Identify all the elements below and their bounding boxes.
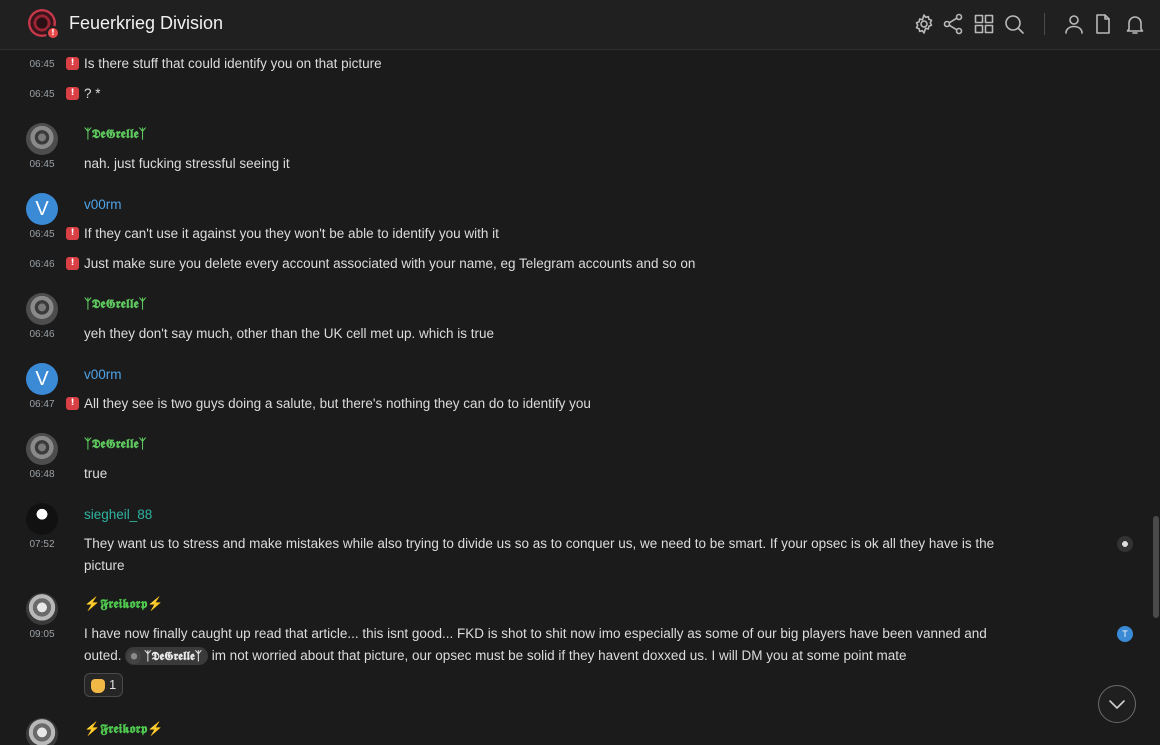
raised-hand-emoji-icon (91, 679, 105, 693)
unverified-warning-icon[interactable]: ! (66, 397, 79, 410)
lightning-icon: ⚡ (84, 722, 101, 737)
avatar[interactable]: V (26, 363, 58, 395)
message-body (84, 623, 999, 667)
avatar[interactable]: V (26, 193, 58, 225)
avatar[interactable] (26, 503, 58, 535)
message-timestamp[interactable]: 06:45 (29, 89, 55, 100)
mention-avatar (127, 650, 141, 664)
chevron-down-icon (1099, 686, 1135, 722)
lightning-icon: ⚡ (147, 597, 164, 612)
avatar[interactable] (26, 123, 58, 155)
message-body: ? * (84, 86, 101, 101)
message-timestamp[interactable]: 06:47 (29, 399, 55, 410)
message-body: Just make sure you delete every account associated with your name, eg Telegram accounts and so on (84, 256, 696, 271)
user-mention-pill[interactable] (125, 647, 208, 665)
lightning-icon: ⚡ (147, 722, 164, 737)
read-receipt-avatar[interactable]: T (1117, 626, 1133, 642)
sender-name[interactable]: ᛉ𝕯𝖊𝕲𝖗𝖊𝖑𝖑𝖊ᛉ (84, 127, 147, 142)
message-timestamp[interactable]: 06:46 (29, 259, 55, 270)
reaction-button[interactable] (84, 673, 123, 697)
message-body: All they see is two guys doing a salute, but there's nothing they can do to identify you (84, 396, 591, 411)
message-body: yeh they don't say much, other than the UK cell met up. which is true (84, 326, 495, 341)
avatar[interactable] (26, 593, 58, 625)
sender-name[interactable]: v00rm (84, 367, 122, 382)
sender-name-text: 𝕱𝖗𝖊𝖎𝖐𝖔𝖗𝖕 (100, 722, 148, 737)
sender-name[interactable]: v00rm (84, 197, 122, 212)
room-warning-badge: ! (46, 26, 60, 40)
sender-name[interactable]: ᛉ𝕯𝖊𝕲𝖗𝖊𝖑𝖑𝖊ᛉ (84, 437, 147, 452)
message-body: true (84, 466, 108, 481)
unverified-warning-icon[interactable]: ! (66, 227, 79, 240)
avatar[interactable] (26, 433, 58, 465)
sender-name[interactable]: ᛉ𝕯𝖊𝕲𝖗𝖊𝖑𝖑𝖊ᛉ (84, 297, 147, 312)
message-timestamp[interactable]: 06:45 (29, 229, 55, 240)
share-icon[interactable] (941, 12, 965, 36)
lightning-icon: ⚡ (84, 597, 101, 612)
read-receipt-avatar[interactable] (1117, 536, 1133, 552)
notifications-icon[interactable] (1123, 12, 1147, 36)
jump-to-bottom-button[interactable] (1098, 685, 1136, 723)
people-icon[interactable] (1062, 12, 1086, 36)
message-text: im not worried about that picture, our opsec must be solid if they havent doxxed us. I will DM you at some point mate (207, 648, 907, 663)
message-body: They want us to stress and make mistakes while also trying to divide us so as to conquer us, we need to be smart. If your opsec is ok all they have is the picture (84, 536, 995, 573)
header-divider (1044, 13, 1045, 35)
message-timestamp[interactable]: 07:52 (29, 539, 55, 550)
message-body: Is there stuff that could identify you on that picture (84, 56, 382, 71)
unverified-warning-icon[interactable]: ! (66, 257, 79, 270)
message-body: If they can't use it against you they won't be able to identify you with it (84, 226, 499, 241)
sender-name-text: 𝕱𝖗𝖊𝖎𝖐𝖔𝖗𝖕 (100, 597, 148, 612)
unverified-warning-icon[interactable]: ! (66, 57, 79, 70)
unverified-warning-icon[interactable]: ! (66, 87, 79, 100)
avatar[interactable] (26, 718, 58, 745)
message-timestamp[interactable]: 06:45 (29, 59, 55, 70)
room-title[interactable]: Feuerkrieg Division (69, 13, 224, 33)
message-timestamp[interactable]: 06:45 (29, 159, 55, 170)
reaction-count: 1 (109, 677, 117, 692)
message-timestamp[interactable]: 06:48 (29, 469, 55, 480)
settings-icon[interactable] (912, 12, 936, 36)
avatar[interactable] (26, 293, 58, 325)
scrollbar-thumb[interactable] (1153, 516, 1159, 618)
message-timestamp[interactable]: 06:46 (29, 329, 55, 340)
mention-name: ᛉ𝕯𝖊𝕲𝖗𝖊𝖑𝖑𝖊ᛉ (144, 649, 202, 664)
room-header (0, 0, 1160, 50)
sender-name[interactable] (84, 597, 164, 612)
sender-name[interactable] (84, 722, 164, 737)
message-timestamp[interactable]: 09:05 (29, 629, 55, 640)
message-body: nah. just fucking stressful seeing it (84, 156, 290, 171)
files-icon[interactable] (1091, 12, 1115, 36)
apps-icon[interactable] (972, 12, 996, 36)
search-icon[interactable] (1002, 12, 1026, 36)
sender-name[interactable]: siegheil_88 (84, 507, 153, 522)
message-text: I have now finally caught up read that article... this isnt good... FKD is shot to shit now imo especially as some of our big players have been vanned and outed. (84, 626, 987, 663)
